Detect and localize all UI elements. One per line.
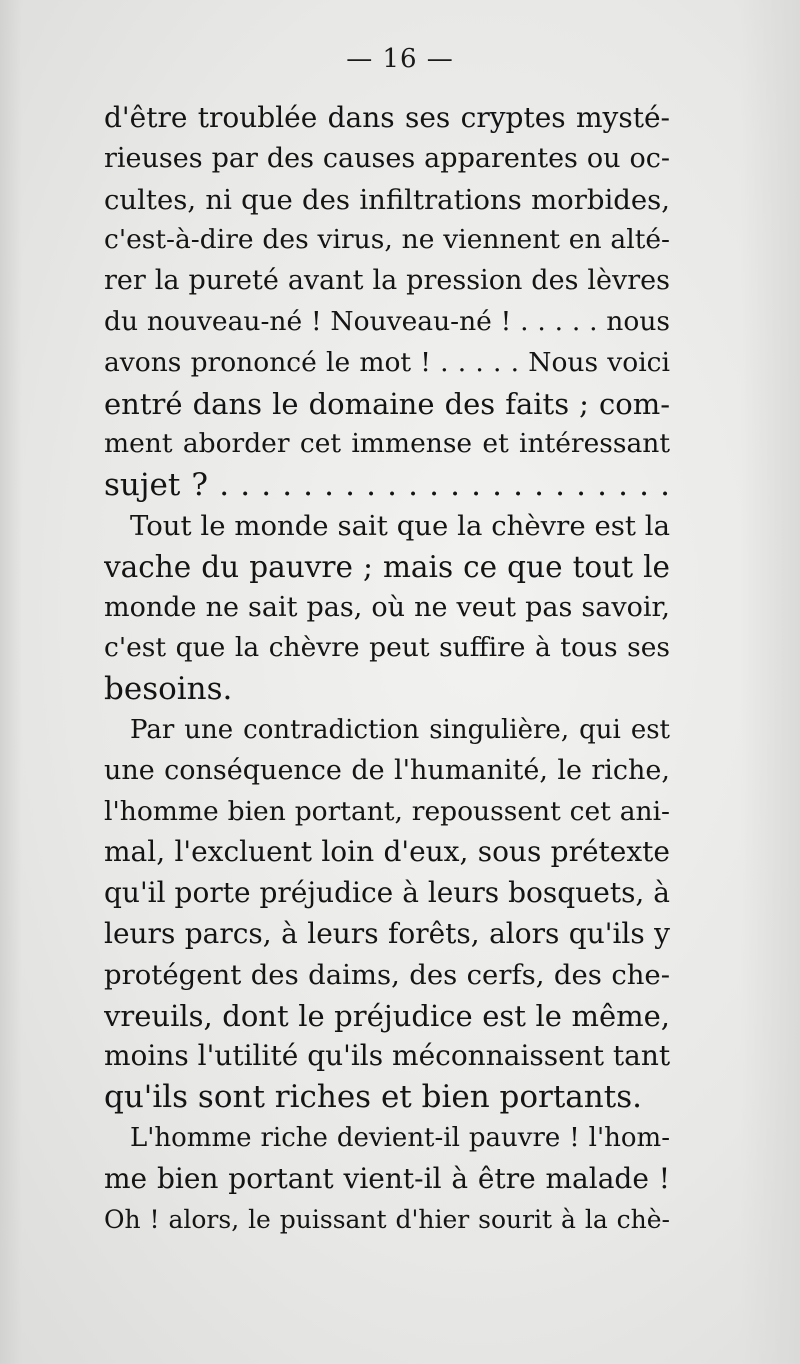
text-line: entré dans le domaine des faits ; com-: [104, 386, 670, 421]
text-line: avons prononcé le mot ! . . . . . Nous voici: [104, 346, 670, 378]
text-line: d'être troublée dans ses cryptes mysté-: [104, 101, 670, 134]
text-line: leurs parcs, à leurs forêts, alors qu'ils y: [104, 916, 670, 950]
text-line: c'est que la chèvre peut suffire à tous ses: [104, 632, 670, 664]
text-line: me bien portant vient-il à être malade !: [104, 1161, 670, 1195]
text-line: vreuils, dont le préjudice est le même,: [104, 998, 670, 1033]
paragraph-start-line: Par une contradiction singulière, qui est: [130, 714, 670, 745]
text-line: rer la pureté avant la pression des lèvres: [104, 265, 670, 297]
text-line: du nouveau-né ! Nouveau-né ! . . . . . nous: [104, 305, 670, 337]
page-number: — 16 —: [346, 44, 454, 74]
page-edge-shadow-right: [740, 0, 800, 1364]
text-line: une conséquence de l'humanité, le riche,: [104, 754, 670, 786]
text-line: vache du pauvre ; mais ce que tout le: [104, 549, 670, 584]
text-line: protégent des daims, des cerfs, des che-: [104, 958, 670, 991]
text-line: ment aborder cet immense et intéressant: [104, 428, 670, 460]
paragraph-start-line: L'homme riche devient-il pauvre ! l'hom-: [130, 1122, 670, 1153]
text-line: Oh ! alors, le puissant d'hier sourit à la chè-: [104, 1204, 670, 1234]
body-text: [104, 98, 670, 1240]
paragraph-end-line: besoins.: [104, 671, 233, 708]
text-line: l'homme bien portant, repoussent cet ani-: [104, 795, 670, 827]
page-edge-shadow-left: [0, 0, 22, 1364]
paragraph-start-line: Tout le monde sait que la chèvre est la: [130, 509, 670, 542]
text-line: c'est-à-dire des virus, ne viennent en alté-: [104, 224, 670, 256]
text-line: rieuses par des causes apparentes ou oc-: [104, 142, 670, 174]
text-line: qu'il porte préjudice à leurs bosquets, à: [104, 876, 670, 910]
text-line: sujet ? . . . . . . . . . . . . . . . . . . . . . .: [104, 467, 670, 504]
text-line: cultes, ni que des infiltrations morbides,: [104, 183, 670, 216]
paragraph-end-line: qu'ils sont riches et bien portants.: [104, 1079, 642, 1116]
text-line: moins l'utilité qu'ils méconnaissent tant: [104, 1039, 670, 1073]
text-line: monde ne sait pas, où ne veut pas savoir,: [104, 591, 670, 623]
text-line: mal, l'excluent loin d'eux, sous prétexte: [104, 835, 670, 869]
